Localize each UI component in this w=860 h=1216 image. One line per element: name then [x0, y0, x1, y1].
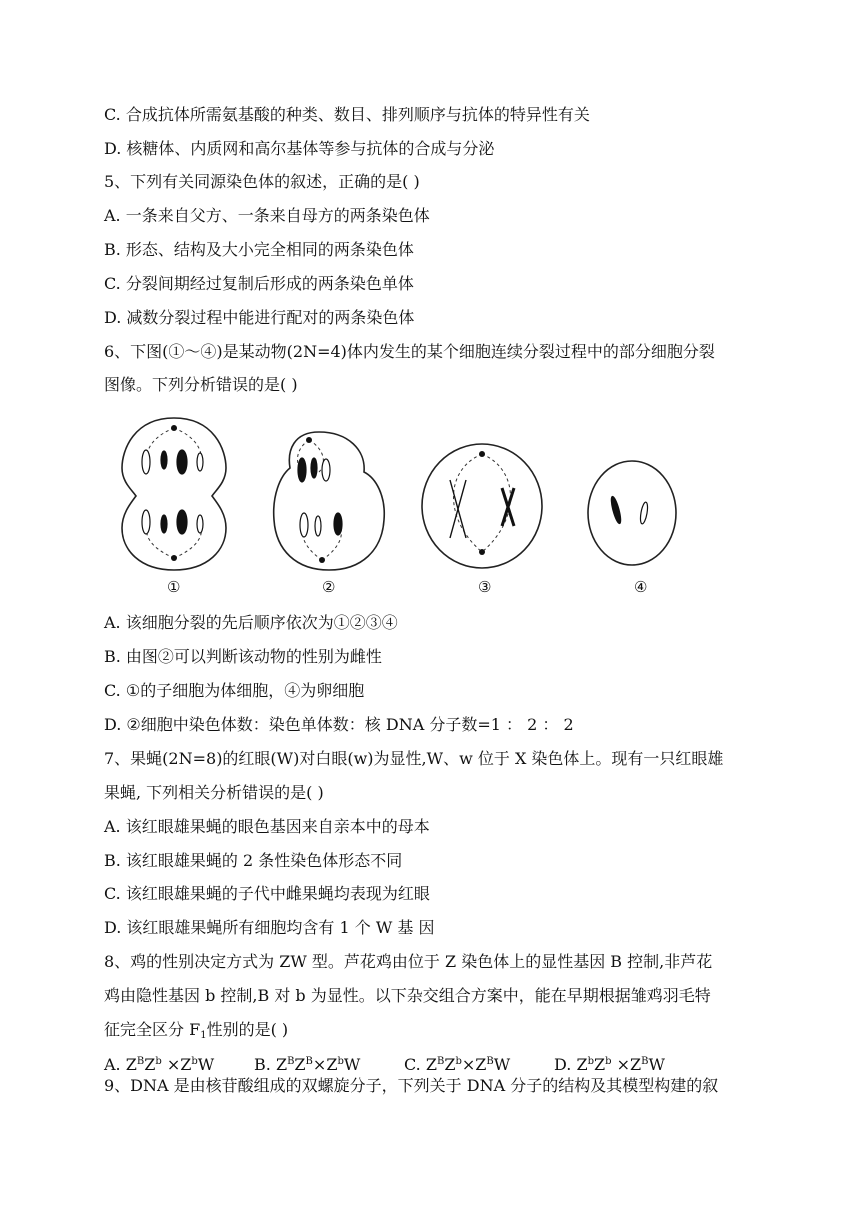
q9-stem-line1: 9、DNA 是由核苷酸组成的双螺旋分子，下列关于 DNA 分子的结构及其模型构建的叙: [104, 1076, 719, 1095]
figure-label-4: ④: [634, 578, 648, 596]
q6-option-c: C. ①的子细胞为体细胞，④为卵细胞: [104, 681, 365, 700]
q6-option-d: D. ②细胞中染色体数：染色单体数：核 DNA 分子数=1 ： 2 ： 2: [104, 715, 574, 734]
cell-1-membrane: [122, 418, 226, 570]
q5-option-d: D. 减数分裂过程中能进行配对的两条染色体: [104, 308, 415, 327]
q8-stem-line1: 8、鸡的性别决定方式为 ZW 型。芦花鸡由位于 Z 染色体上的显性基因 B 控制,非芦花: [104, 952, 713, 971]
q6-stem-line1: 6、下图(①～④)是某动物(2N=4)体内发生的某个细胞连续分裂过程中的部分细胞分裂: [104, 342, 715, 361]
q5-option-c: C. 分裂间期经过复制后形成的两条染色单体: [104, 274, 414, 293]
q8-stem-line3: 征完全区分 $F_1$性别的是( ): [104, 1020, 289, 1041]
q5-stem: 5、下列有关同源染色体的叙述，正确的是( ): [104, 172, 420, 191]
q7-option-d: D. 该红眼雄果蝇所有细胞均含有 1 个 W 基 因: [104, 918, 435, 937]
q8-option-a: A. $Z^BZ^b \times Z^bW$: [104, 1055, 215, 1074]
q8-options: [104, 1052, 754, 1072]
figure-label-3: ③: [478, 578, 492, 596]
cell-2-membrane: [274, 432, 385, 570]
cell-4-membrane: [588, 461, 676, 565]
q4-option-d: D. 核糖体、内质网和高尔基体等参与抗体的合成与分泌: [104, 139, 495, 158]
q7-stem-line1: 7、果蝇(2N=8)的红眼(W)对白眼(w)为显性,W、w 位于 X 染色体上。现有一只红眼雄: [104, 749, 724, 768]
q8-option-c: C. $Z^BZ^b\times Z^BW$: [404, 1055, 511, 1074]
figure-label-2: ②: [322, 578, 336, 596]
q8-stem-line2: 鸡由隐性基因 b 控制,B 对 b 为显性。以下杂交组合方案中，能在早期根据雏鸡羽毛特: [104, 986, 711, 1005]
q7-option-a: A. 该红眼雄果蝇的眼色基因来自亲本中的母本: [104, 817, 430, 836]
q8-option-b: B. $Z^BZ^B\times Z^bW$: [254, 1055, 361, 1074]
q6-stem-line2: 图像。下列分析错误的是( ): [104, 375, 298, 394]
q5-option-a: A. 一条来自父方、一条来自母方的两条染色体: [104, 206, 430, 225]
q6-option-b: B. 由图②可以判断该动物的性别为雌性: [104, 647, 382, 666]
q6-option-a: A. 该细胞分裂的先后顺序依次为①②③④: [104, 613, 398, 632]
figure-label-1: ①: [167, 578, 181, 596]
q8-option-d: D. $Z^bZ^b \times Z^BW$: [554, 1055, 665, 1074]
q4-option-c: C. 合成抗体所需氨基酸的种类、数目、排列顺序与抗体的特异性有关: [104, 105, 590, 124]
cell-division-diagram: [104, 410, 704, 580]
q7-option-b: B. 该红眼雄果蝇的 2 条性染色体形态不同: [104, 851, 403, 870]
q7-option-c: C. 该红眼雄果蝇的子代中雌果蝇均表现为红眼: [104, 884, 430, 903]
q7-stem-line2: 果蝇, 下列相关分析错误的是( ): [104, 783, 324, 802]
q5-option-b: B. 形态、结构及大小完全相同的两条染色体: [104, 240, 414, 259]
cell-division-figure: [104, 410, 704, 600]
